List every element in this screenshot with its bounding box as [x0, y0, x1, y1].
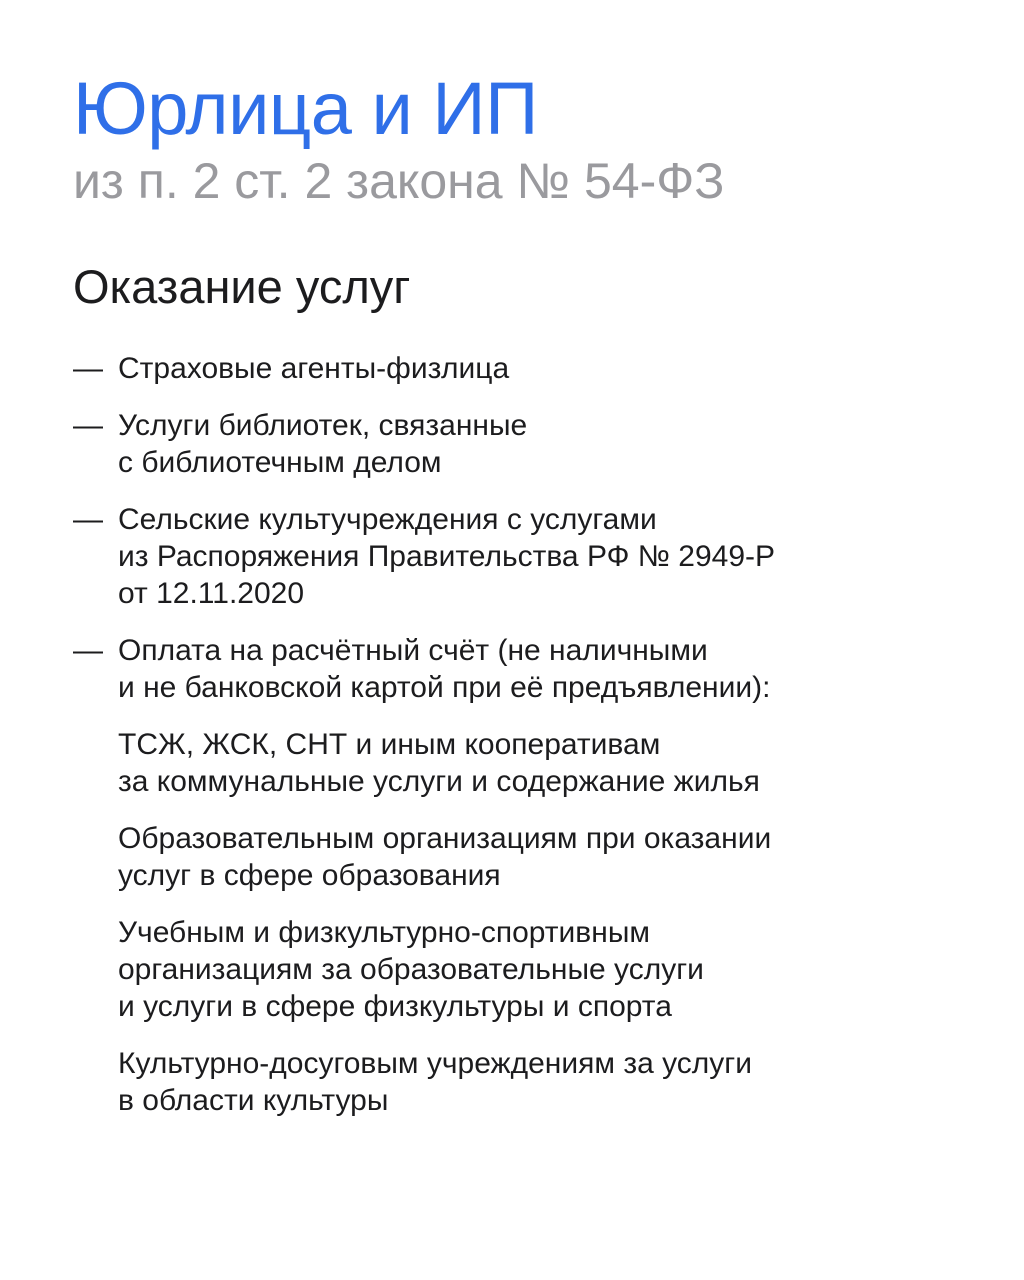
page-subtitle: из п. 2 ст. 2 закона № 54-ФЗ [73, 153, 725, 209]
sub-list-item-line: услуг в сфере образования [118, 859, 501, 892]
sub-list-item-line: и услуги в сфере физкультуры и спорта [118, 990, 672, 1023]
dash-bullet: — [73, 503, 103, 536]
list-item-line: Услуги библиотек, связанные [118, 409, 528, 442]
list-item [73, 501, 973, 612]
sub-list-item [118, 914, 973, 1025]
sub-list-item-line: Образовательным организациям при оказании [118, 822, 772, 855]
sub-list-item [118, 820, 973, 894]
payment-recipients-list [118, 726, 973, 1119]
list-item-line: Сельские культучреждения с услугами [118, 503, 657, 536]
list-item-line: из Распоряжения Правительства РФ № 2949-Р [118, 540, 776, 573]
list-item-line: Страховые агенты-физлица [118, 352, 510, 385]
dash-bullet: — [73, 634, 103, 667]
sub-list-item-line: организациям за образовательные услуги [118, 953, 704, 986]
sub-list-item-line: Культурно-досуговым учреждениям за услуги [118, 1047, 752, 1080]
sub-list-item-line: ТСЖ, ЖСК, СНТ и иным кооперативам [118, 728, 661, 761]
list-item [73, 632, 973, 1119]
services-list [73, 350, 973, 1119]
list-item [73, 407, 973, 481]
list-item-line: от 12.11.2020 [118, 577, 305, 610]
page-title: Юрлица и ИП [73, 67, 538, 150]
page [73, 66, 973, 1117]
sub-list-item-line: в области культуры [118, 1084, 389, 1117]
sub-list-item-line: за коммунальные услуги и содержание жилья [118, 765, 760, 798]
list-item [73, 350, 973, 387]
dash-bullet: — [73, 409, 103, 442]
list-item-line: Оплата на расчётный счёт (не наличными [118, 634, 708, 667]
sub-list-item [118, 1045, 973, 1119]
list-item-line: и не банковской картой при её предъявлении): [118, 671, 771, 704]
list-item-line: с библиотечным делом [118, 446, 442, 479]
section-title: Оказание услуг [73, 260, 411, 313]
sub-list-item-line: Учебным и физкультурно-спортивным [118, 916, 651, 949]
sub-list-item [118, 726, 973, 800]
dash-bullet: — [73, 352, 103, 385]
